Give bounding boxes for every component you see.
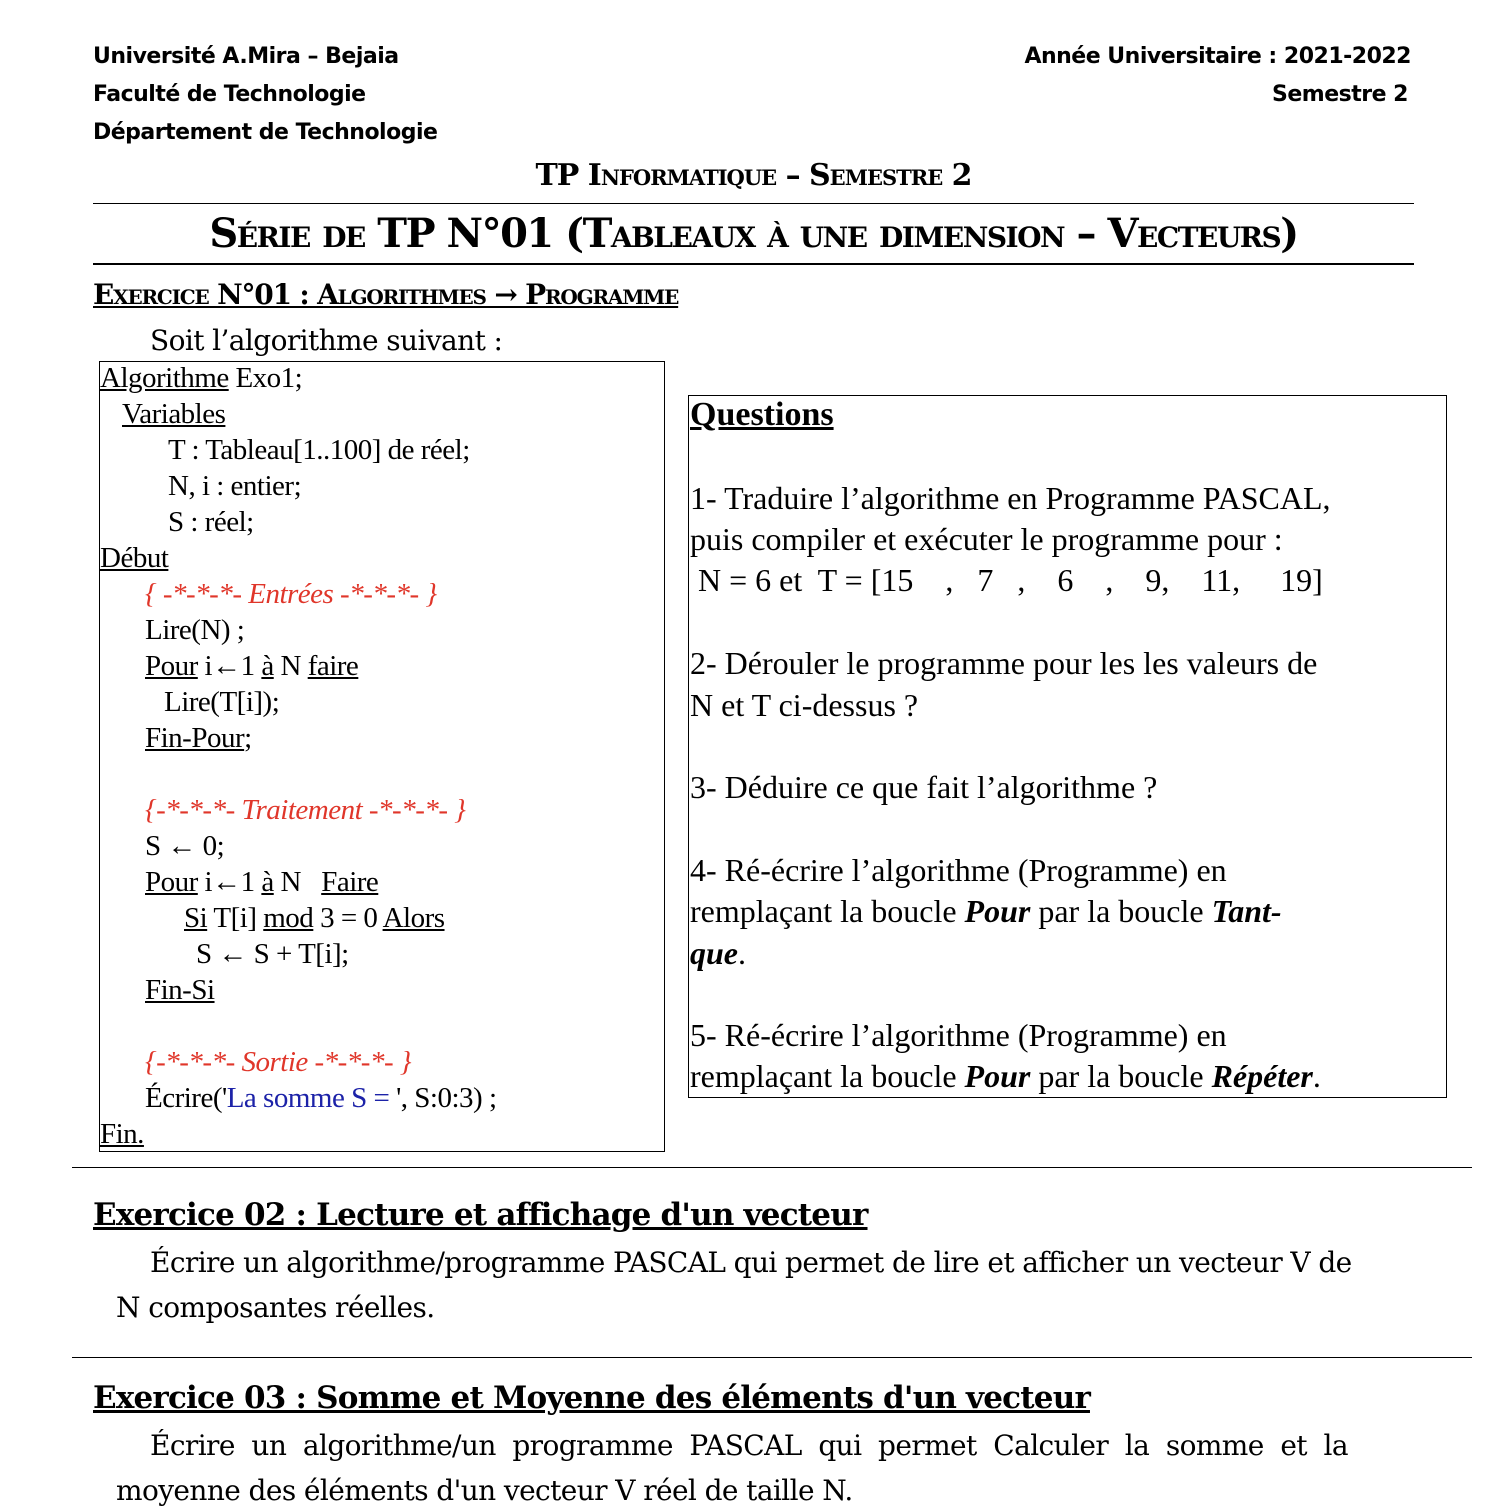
exercise2-title: Exercice 02 : Lecture et affichage d'un vecteur [93,1197,868,1233]
q4-keyword-tant: Tant- [1211,893,1282,929]
keyword-a: à [261,866,274,898]
q5-text-a: remplaçant la boucle [690,1058,965,1094]
if-condition: 3 = 0 [313,902,383,934]
series-title: Série de TP N°01 (Tableaux à une dimension – Vecteurs) [209,210,1298,257]
if-operand: T[i] [207,902,264,934]
question-5-line-2 [690,1058,1321,1095]
question-4-line-2 [690,893,1282,930]
question-1-line-2: puis compiler et exécuter le programme pour : [690,521,1283,557]
exercise3-title: Exercice 03 : Somme et Moyenne des éléments d'un vecteur [93,1380,1090,1416]
keyword-alors: Alors [382,902,445,934]
question-2-line-1: 2- Dérouler le programme pour les les valeurs de [690,645,1318,681]
algo-name: Exo1; [228,362,303,394]
q4-text-b: par la boucle [1030,893,1212,929]
faculty-name: Faculté de Technologie [93,82,366,107]
keyword-pour: Pour [145,650,198,682]
divider-top [93,203,1414,204]
loop2-header [145,866,378,899]
question-1-line-1: 1- Traduire l’algorithme en Programme PASCAL, [690,480,1331,516]
exercise2-line-2: N composantes réelles. [116,1291,435,1324]
comment-traitement: {-*-*-*- Traitement -*-*-*- } [145,794,466,826]
comment-entrees: { -*-*-*- Entrées -*-*-*- } [145,578,437,610]
keyword-fin-si: Fin-Si [145,974,215,1006]
divider-series [93,263,1414,265]
q4-keyword-que: que [690,935,738,971]
loop2-init: i←1 [197,866,262,898]
keyword-debut: Début [100,542,169,574]
stmt-s-add: S ← S + T[i]; [196,938,349,970]
divider-exercise3 [72,1357,1472,1358]
q5-keyword-pour: Pour [964,1058,1031,1094]
question-5-line-1: 5- Ré-écrire l’algorithme (Programme) en [690,1017,1227,1053]
questions-title: Questions [690,396,834,433]
keyword-faire: Faire [321,866,379,898]
var-declaration-t: T : Tableau[1..100] de réel; [168,434,470,466]
q5-period: . [1312,1058,1321,1094]
question-4-line-1: 4- Ré-écrire l’algorithme (Programme) en [690,852,1227,888]
var-declaration-s: S : réel; [168,506,254,538]
question-2-line-2: N et T ci-dessus ? [690,687,919,723]
q5-keyword-repeter: Répéter [1211,1058,1313,1094]
loop2-bound: N [273,866,322,898]
q5-text-b: par la boucle [1030,1058,1212,1094]
keyword-algorithme: Algorithme [100,362,229,394]
keyword-si: Si [184,902,208,934]
stmt-s-init: S ← 0; [145,830,225,862]
loop1-header [145,650,358,683]
algo-header-line [100,362,302,395]
var-declaration-n-i: N, i : entier; [168,470,302,502]
divider-exercise2 [72,1167,1472,1168]
loop1-end [145,722,252,755]
comment-sortie: {-*-*-*- Sortie -*-*-*- } [145,1046,411,1078]
academic-year: Année Universitaire : 2021-2022 [1024,44,1411,69]
q4-period: . [738,935,746,971]
question-1-values: N = 6 et T = [15 , 7 , 6 , 9, 11, 19] [690,562,1323,598]
loop1-init: i←1 [197,650,262,682]
if-header [184,902,445,935]
ecrire-string-literal: La somme S = [226,1082,397,1114]
university-name: Université A.Mira – Bejaia [93,44,399,69]
semester: Semestre 2 [1272,82,1408,107]
question-3: 3- Déduire ce que fait l’algorithme ? [690,769,1158,805]
semicolon: ; [244,722,252,754]
stmt-lire-n: Lire(N) ; [145,614,245,646]
keyword-fin-pour: Fin-Pour [145,722,245,754]
stmt-lire-ti: Lire(T[i]); [164,686,280,718]
keyword-variables: Variables [122,398,226,430]
exercise1-title: Exercice N°01 : Algorithmes → Programme [93,278,679,311]
keyword-fin: Fin. [100,1118,144,1150]
keyword-faire: faire [307,650,359,682]
question-4-line-3 [690,935,746,972]
exercise1-intro: Soit l’algorithme suivant : [150,324,503,357]
q4-text-a: remplaçant la boucle [690,893,965,929]
ecrire-args: ', S:0:3) ; [396,1082,497,1114]
keyword-pour: Pour [145,866,198,898]
ecrire-call: Écrire(' [145,1082,227,1114]
course-title: TP Informatique – Semestre 2 [535,158,972,193]
exercise3-line-2: moyenne des éléments d'un vecteur V réel de taille N. [116,1474,853,1507]
stmt-ecrire [145,1082,497,1115]
q4-keyword-pour: Pour [964,893,1031,929]
keyword-mod: mod [263,902,314,934]
loop1-bound: N [273,650,308,682]
keyword-a: à [261,650,274,682]
department-name: Département de Technologie [93,120,438,145]
exercise2-line-1: Écrire un algorithme/programme PASCAL qui permet de lire et afficher un vecteur V de [150,1246,1352,1279]
exercise3-line-1: Écrire un algorithme/un programme PASCAL qui permet Calculer la somme et la [150,1429,1348,1462]
